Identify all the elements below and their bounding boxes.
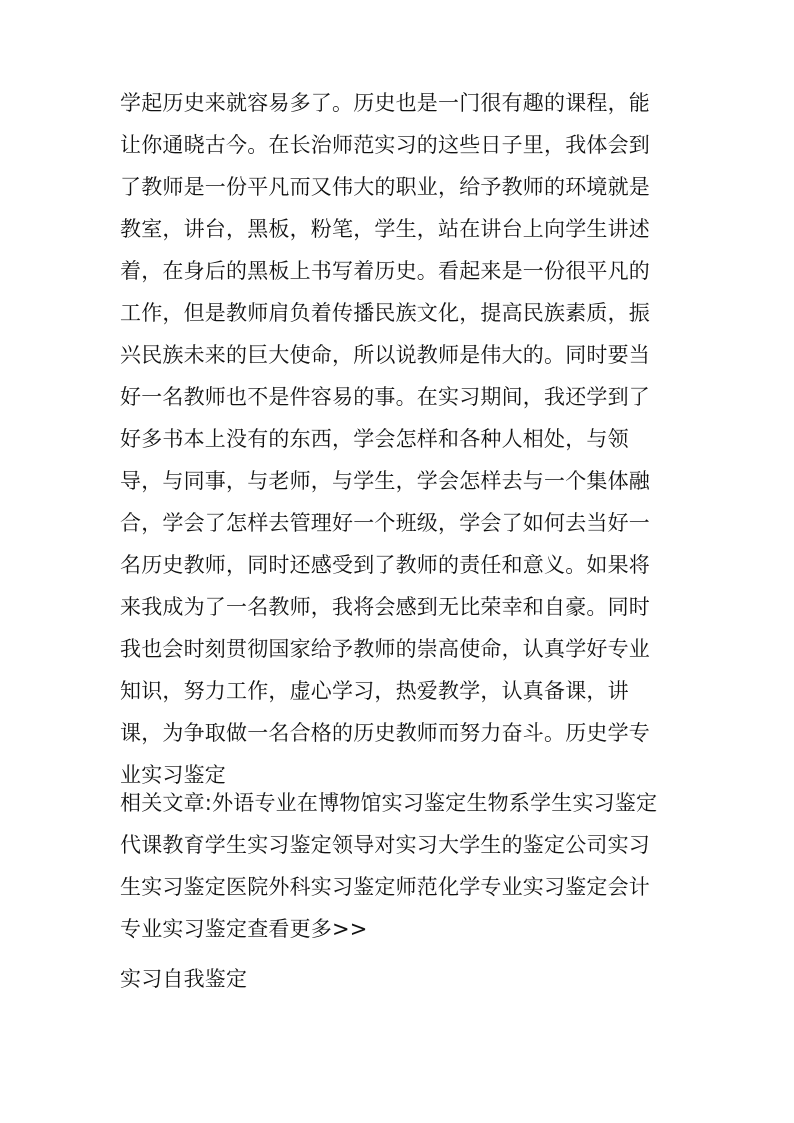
section-heading: 实习自我鉴定 [120, 967, 248, 991]
body-line: 兴民族未来的巨大使命，所以说教师是伟大的。同时要当 [120, 343, 650, 367]
body-line: 好一名教师也不是件容易的事。在实习期间，我还学到了 [120, 385, 650, 409]
body-line: 知识，努力工作，虚心学习，热爱教学，认真备课，讲 [120, 679, 629, 703]
related-line: 生实习鉴定医院外科实习鉴定师范化学专业实习鉴定会计 [120, 875, 650, 899]
body-line: 课，为争取做一名合格的历史教师而努力奋斗。历史学专 [120, 721, 650, 745]
related-line: 相关文章:外语专业在博物馆实习鉴定生物系学生实习鉴定 [120, 791, 658, 815]
body-line: 我也会时刻贯彻国家给予教师的崇高使命，认真学好专业 [120, 637, 650, 661]
related-articles [120, 782, 676, 950]
body-line: 来我成为了一名教师，我将会感到无比荣幸和自豪。同时 [120, 595, 650, 619]
body-line: 教室，讲台，黑板，粉笔，学生，站在讲台上向学生讲述 [120, 217, 650, 241]
body-line: 了教师是一份平凡而又伟大的职业，给予教师的环境就是 [120, 175, 650, 199]
body-line: 合，学会了怎样去管理好一个班级，学会了如何去当好一 [120, 511, 650, 535]
body-line: 工作，但是教师肩负着传播民族文化，提高民族素质，振 [120, 301, 650, 325]
body-line: 学起历史来就容易多了。历史也是一门很有趣的课程，能 [120, 91, 650, 115]
section-heading-block [120, 958, 676, 1000]
related-line: 代课教育学生实习鉴定领导对实习大学生的鉴定公司实习 [120, 833, 650, 857]
body-line: 好多书本上没有的东西，学会怎样和各种人相处，与领 [120, 427, 629, 451]
body-line: 业实习鉴定 [120, 763, 226, 787]
related-line: 专业实习鉴定查看更多>> [120, 917, 368, 941]
body-line: 导，与同事，与老师，与学生，学会怎样去与一个集体融 [120, 469, 650, 493]
body-line: 着，在身后的黑板上书写着历史。看起来是一份很平凡的 [120, 259, 650, 283]
body-line: 让你通晓古今。在长治师范实习的这些日子里，我体会到 [120, 133, 650, 157]
body-paragraph [120, 82, 676, 796]
body-line: 名历史教师，同时还感受到了教师的责任和意义。如果将 [120, 553, 650, 577]
